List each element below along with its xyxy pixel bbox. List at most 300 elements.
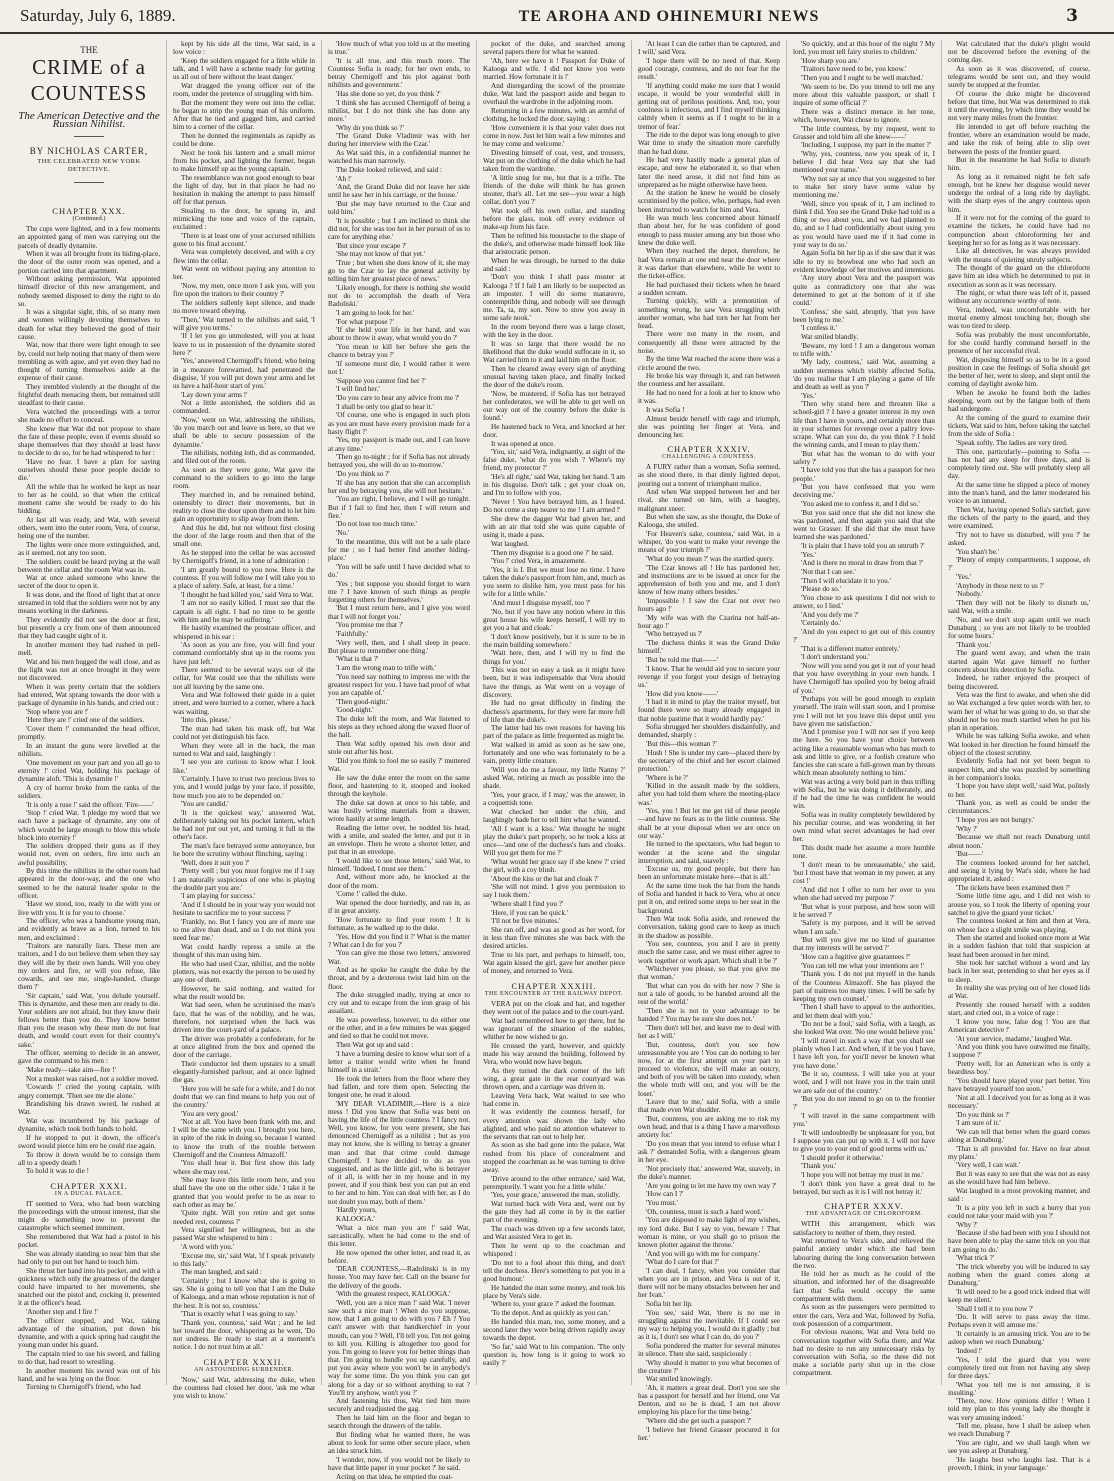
paragraph: Not a musket was raised, not a soldier moved. xyxy=(26,1074,159,1083)
paragraph: Wat, disposing himself so as to be in a good position in case the feelings of Sofia should get the better of her, went to sleep, and slept until the coming of daylight awoke him. xyxy=(948,355,1090,389)
paragraph: 'Here they are !' cried one of the soldiers. xyxy=(26,716,145,725)
paragraph: The night, or what there was left of it, passed without any occurrence worthy of note. xyxy=(948,289,1090,306)
paragraph: Wat was incumbered by his package of dynamite, which took both hands to hold. xyxy=(18,1116,160,1134)
paragraph: Then Wat, having opened Sofia's satchel, gave the tickets of the party to the guard, and they were examined. xyxy=(948,505,1090,531)
paragraph: 'Try not to have us disturbed, will you ?' he asked. xyxy=(948,530,1090,547)
paragraph: 'Now will you send you get it out of your head that you have everything in your own hands. I have Chernigoff has spoiled you by being afraid of you.' xyxy=(793,662,935,695)
paragraph: 'You shall hear it. But first show this lady where she may rest.' xyxy=(173,1159,315,1176)
paragraph: The nihilists, nothing loth, did as commanded, and filed out of the room. xyxy=(173,449,315,466)
paragraph: She took her satchel without a word and lay back in her seat, pretending to shut her eyes as if to sleep. xyxy=(948,959,1090,984)
paragraph: 'But will you give me no kind of guarantee that my interests will be served ?' xyxy=(793,936,935,953)
paragraph: 'I'll not be five minutes.' xyxy=(491,917,561,926)
paragraph: The officer stopped, and Wat, taking advantage of the situation, put down his dynamite, and with a quick spring had caught the young man under his guard. xyxy=(18,1316,160,1350)
paragraph: 'I don't understand you.' xyxy=(801,653,870,662)
paragraph: 'Anybody in these next to us ?' xyxy=(956,581,1045,590)
paragraph: 'Hush ! She is under my care—placed there by the secretary of the chief and her escort claimed protection.' xyxy=(638,748,780,773)
paragraph: 'Very well, I can wait.' xyxy=(956,1161,1021,1170)
paragraph: As he stepped into the cellar he was accosted by Chernigoff's friend, in a tone of admiration : xyxy=(173,549,315,566)
paragraph: Wat returned to Vera's side, and relieved the painful anxiety under which she had been labouring during the long conversation between the two. xyxy=(793,1237,935,1270)
paragraph: 'I will travel in the same compartment with you.' xyxy=(793,1112,935,1129)
paragraph: 'Why, yes, countess, now you speak of it, I believe I did hear Vera say that she had mentioned your name.' xyxy=(793,150,935,175)
paragraph: 'There is at least one of your accursed nihilists gone to his final account.' xyxy=(173,231,315,248)
paragraph: 'Indeed !' xyxy=(956,1346,983,1355)
paragraph: Turning quickly, with a premonition of something wrong, he saw Vera struggling with another woman, who had torn her hat from her head. xyxy=(638,297,780,330)
paragraph: This doubt made her assume a more humble tone. xyxy=(793,844,935,861)
paragraph: Turning to Chernigoff's friend, who had xyxy=(26,1383,141,1392)
paragraph: 'I shall be only too glad to hear it.' xyxy=(336,402,434,411)
paragraph: Then he donned the regimentals as rapidly as could be done. xyxy=(173,131,315,148)
paragraph: 'Hardly yours, xyxy=(336,1206,377,1215)
paragraph: 'Now,' said Wat, addressing the duke, when the countess had closed her door, 'ask me what you wish to know.' xyxy=(173,1375,315,1401)
paragraph: 'I hope you will not betray my trust in me.' xyxy=(801,1171,924,1180)
paragraph: 'Did you think to fool me so easily ?' muttered Wat. xyxy=(328,756,470,773)
paragraph: The lights were once more extinguished, and, as it seemed, not any too soon. xyxy=(18,540,160,557)
paragraph: 'Here, if you can be quick.' xyxy=(491,908,569,917)
paragraph: True to his part, and perhaps to himself, too, Wat again kissed the girl, gave her another piece of money, and returned to Vera. xyxy=(483,951,625,976)
chapter-heading xyxy=(18,1182,160,1198)
paragraph: He hastily examined the prostrate officer, and whispered in his ear : xyxy=(173,624,315,641)
paragraph: Vera, indeed, was uncomfortable with her mortal enemy almost touching her, though she was too tired to sleep. xyxy=(948,306,1090,331)
paragraph: 'The tickets have been examined then ?' xyxy=(956,883,1070,892)
paragraph: 'How sharp you are.' xyxy=(801,56,860,65)
paragraph: At the same time he slipped a piece of money into the man's hand, and the latter moderated his voice to an innuend. xyxy=(948,480,1090,506)
paragraph: 'Pretty well, for an American who is only a beardless boy.' xyxy=(948,1060,1090,1077)
paragraph: 'How can a fugitive give guarantees ?' xyxy=(801,953,911,962)
paragraph: 'Faithfully.' xyxy=(336,629,369,638)
paragraph: 'Be it so, countess. I will take you at your word, and I will not leave you in the train until we are safe out of the country.' xyxy=(793,1070,935,1095)
paragraph: 'One movement on your part and you all go to eternity !' cried Wat, holding his package of dynamite aloft. 'This is dynamite !' xyxy=(18,758,160,784)
paragraph: At the same time took the hat from the hands of Sofia and handed it back to Vera, who at once put it on, and retired some steps to her seat in the background. xyxy=(638,882,780,915)
paragraph: In reality she was prying out of her closed lids at Wat. xyxy=(948,984,1090,1001)
paragraph: 'The little countess, by my request, went to Grasser and told him all she knew——' xyxy=(793,124,935,141)
paragraph: 'But she may have returned to the Czar and told him.' xyxy=(328,199,470,217)
paragraph: But it was easy to see that she was not as easy as she would have had him believe. xyxy=(948,1170,1090,1187)
paragraph: 'I hope there will be no need of that. Keep good courage, countess, and do not fear for the result.' xyxy=(638,56,780,82)
paragraph: 'Then my disguise is a good one ?' he said. xyxy=(491,548,614,557)
paragraph: Wat went on without paying any attention to her. xyxy=(173,265,315,282)
paragraph: 'Drive around to the other entrance,' said Wat, peremptorily. 'I want you for a little while.' xyxy=(483,1174,625,1191)
paragraph: Again Sofia bit her lip as if she saw that it was idle to try to browbeat one who had such an evident knowledge of her motives and intentions. xyxy=(793,249,935,274)
paragraph: 'I will travel in such a way that you shall see plainly when I act. And when, if it be you I have, I have left you, for you'll never be known what you have done.' xyxy=(793,1037,935,1070)
paragraph: 'Why not say at once that you suggested to her to make her story have some value by mentioning me.' xyxy=(793,175,935,200)
paragraph: 'It is possible ; but I am inclined to think she did not, for she was too hot in her pursuit of us to care for anything else.' xyxy=(328,216,470,242)
paragraph: 'So far,' said Wat to his companion. 'The only question is, how long is it going to work so easily ?' xyxy=(483,1342,625,1368)
paragraph: 'You mean to kill her before she gets the chance to betray you ?' xyxy=(328,343,470,360)
paragraph: 'At least I can die rather than be captured, and I will,' said Vera. xyxy=(638,40,780,57)
paragraph: Then she started and looked once more at Wat in a sudden fashion that told that suspicion at least had been aroused in her mind. xyxy=(948,934,1090,959)
paragraph: 'And I promise you I will not see if you keep me here. So you have your choice between acting like a reasonable woman who has much to ask and little to give, or a foolish creature who fancies she can scare a full-grown man by threats which mean absolutely nothing to him.' xyxy=(793,728,935,778)
paragraph: The duke sat down at once to his table, and was busily writing materials from a drawer, wrote hastily at some length. xyxy=(328,798,470,823)
paragraph: The soldiers dropped their guns as if they would not, even on orders, fire into such an awful possibility. xyxy=(18,842,160,867)
paragraph: The man's face betrayed some annoyance, but he bore the scrutiny without flinching, saying : xyxy=(173,842,315,859)
paragraph: Vera signified her willingness, but as she passed Wat she whispered to him : xyxy=(173,1226,315,1243)
paragraph: VERA put on the cloak and hat, and together they went out of the palace and to the court-yard. xyxy=(483,999,625,1016)
paragraph: 'Why should it matter to you what becomes of the creature ?' xyxy=(638,1358,780,1375)
chapter-subtitle: IN A DUCAL PALACE. xyxy=(54,1190,124,1197)
paragraph: By the time Wat reached the scene there was a circle around the two. xyxy=(638,355,780,372)
paragraph: Wat turned back with Vera and, went out by the gate they had all come in by in the earlier part of the evening. xyxy=(483,1200,625,1225)
paragraph: Wat at once asked someone who knew the secret of the door to open it. xyxy=(18,574,160,591)
paragraph: 'Traitors are naturally liars. These men are traitors, and I do not believe them when they say they will die by their own hands. Will you obey my orders and fire, or will you refuse, like cowards, and see me, single-handed, charge them ?' xyxy=(18,942,160,991)
paragraph: 'Certainly. I have to trust two precious lives to you, and I would judge by your face, if possible, how much you are to be depended on.' xyxy=(173,775,315,800)
paragraph: 'Beware, my lord ! I am a dangerous woman to trifle with.' xyxy=(793,341,935,358)
paragraph: 'Yes ; but suppose you should forget to warn me ? I have known of such things as people forgetting others for themselves.' xyxy=(328,579,470,604)
paragraph: 'Of course, one who is engaged in such plots as you are must have every provision made for a hasty flight ?' xyxy=(328,411,470,436)
paragraph: 'We can tell that better when the guard comes along at Dunaburg.' xyxy=(948,1127,1090,1144)
paragraph: If he stopped to put it down, the officer's sword would pierce him ere he could rise again. xyxy=(18,1133,160,1150)
paragraph: 'What trick ?' xyxy=(956,1254,995,1263)
paragraph: Wat walked in amid as soon as he saw one, fortunately and one who was fortunately to be a vain, pretty little creature. xyxy=(483,741,625,766)
paragraph: And, without more ado, he knocked at the door of the room. xyxy=(328,873,470,890)
paragraph: 'Good-night.' xyxy=(336,706,374,715)
paragraph: 'I am sure of it.' xyxy=(956,1119,1001,1128)
paragraph: 'I think she has accused Chernigoff of being a nihilist, but I do not think she has done any more.' xyxy=(328,98,470,123)
paragraph: 'You are candid.' xyxy=(181,800,229,809)
paragraph: He had very hastily made a general plan of escape, and now he elaborated it, so that when later the need arose, it did not find him as unprepared as he might otherwise have been. xyxy=(638,156,780,189)
paragraph: IT seemed to Vera, who had been watching the proceedings with the utmost interest, that she might do something now to prevent the catastrophe which seemed imminent. xyxy=(18,1199,160,1233)
paragraph: 'Yes, your grace,' answered the man, stolidly. xyxy=(491,1191,621,1200)
paragraph: But the moment they were out into the cellar, he began to strip the young man of his uniform. After that he tied and gagged him, and carried him to a corner of the cellar. xyxy=(173,98,315,132)
paragraph: At the station he knew he would be closely scrutinised by the police, who, perhaps, had even been instructed to watch for him and Vera. xyxy=(638,189,780,214)
paragraph: 'Then good-night.' xyxy=(336,697,389,706)
paragraph: 'Shall I tell it to you now ?' xyxy=(956,1304,1034,1313)
chapter-heading xyxy=(18,207,160,223)
paragraph: 'How fortunate to find your room ! It is fortunate, as he walked up to the duke. xyxy=(328,915,470,932)
paragraph: 'But this—this woman ?' xyxy=(646,739,717,748)
paragraph: 'Where did she get such a passport ?' xyxy=(646,1417,752,1426)
paragraph: 'Plenty of empty compartments, I suppose, eh ?' xyxy=(948,556,1090,573)
paragraph: 'As soon as you are free, you will find your command comfortably shut up in the rooms you have just left.' xyxy=(173,641,315,666)
paragraph: 'You !' cried Vera, in amazement. xyxy=(491,557,586,566)
paragraph: 'Make ready—take aim—fire !' xyxy=(26,1066,116,1075)
paragraph: 'Yes, you ! But let me get rid of these people—and have no fears as to the little countess. She shall be at your disposal when we are once on our way.' xyxy=(638,807,780,840)
paragraph: 'That is all provided for. Have no fear about my plans.' xyxy=(948,1144,1090,1161)
paragraph: 'I am greatly bound to you now. Here is the countess. If you will follow me I will take you to a place of safety. Safe, at least, for a time.' xyxy=(173,565,315,591)
chapter-subtitle: CHALLENGING A COUNTESS. xyxy=(662,454,756,461)
chapter-title: CHAPTER XXXIV. xyxy=(667,444,751,454)
paragraph: 'For Heaven's sake, countess,' said Wat, in a whisper, 'do you want to make your revenge the means of your triumph ?' xyxy=(638,530,780,555)
paragraph: Wat calculated that the duke's plight would not be discovered before the evening of the coming day. xyxy=(948,40,1090,65)
paragraph: 'Do not to a fool about this thing, and don't tell the duchess. Here's something to put you in a good humour.' xyxy=(483,1258,625,1283)
paragraph: 'You, sir,' said Vera, indignantly, at sight of the false duke, 'what do you wish ? Where's my friend, my protector ?' xyxy=(483,448,625,473)
paragraph: It was a singular sight, this, of so many men and women willingly devoting themselves to death for what they believed the good of their cause. xyxy=(18,308,160,341)
paragraph: Sofia was in reality completely bewildered by his peculiar course, and was wondering in her own mind what secret advantages he had over her. xyxy=(793,810,935,844)
paragraph: 'Quite right. Will you retire and get some needed rest, countess ?' xyxy=(173,1209,315,1226)
paragraph: 'Impossible ! I saw the Czar not over two hours ago !' xyxy=(638,596,780,613)
paragraph: 'She will not mind. I give you permission to say I took them.' xyxy=(483,883,625,900)
paragraph: Sofia bit her lip. xyxy=(646,1299,693,1308)
paragraph: 'But, countess, you are asking me to risk my own head, and that is a thing I have a marvellous anxiety for.' xyxy=(638,1115,780,1140)
paragraph: 'You see, countess, you and I are in pretty much the same case, and we must either agree to work together or work apart. Which shall it be ?' xyxy=(638,940,780,965)
chapter-title: CHAPTER XXXI. xyxy=(50,1180,128,1191)
paragraph: The cups were lighted, and in a few moments an appointed gang of men was carrying out the parcels of deadly dynamite. xyxy=(18,225,160,250)
paragraph: The Duke looked relieved, and said : xyxy=(336,165,442,174)
paragraph: 'But you do not intend to go on to the frontier ?' xyxy=(793,1095,935,1112)
paragraph: As soon as she had gone into the palace, Wat rushed from his place of concealment and stopped the coachman as he was turning to drive away. xyxy=(483,1141,625,1174)
paragraph: pocket of the duke, and searched among several papers there for what he wanted. xyxy=(483,40,625,57)
paragraph: 'Well, since you speak of it, I am inclined to think I did. You see the Grand Duke had told us a thing or two about you, and we had planned to do, and so I had confidentially about using you as you would have used me if it had come in your way to do so.' xyxy=(793,199,935,249)
paragraph: 'The duchess thinks it was the Grand Duke himself.' xyxy=(638,639,780,656)
paragraph: The countess looked around for her satchel, and seeing it lying by Wat's side, where he had appropriated it, asked : xyxy=(948,858,1090,884)
paragraph: 'Perhaps you will be good enough to explain yourself. The train will start soon, and I promise you I will not let you leave this depot until you have given me satisfaction.' xyxy=(793,695,935,728)
paragraph: 'I don't know positively, but it is sure to be in the main building somewhere.' xyxy=(483,632,625,649)
paragraph: 'Stop !' cried Wat. 'I pledge my word that we each have a package of dynamite, any one of which would be large enough to blow this whole block into eternity !' xyxy=(18,809,160,842)
paragraph: Not a little astonished, the soldiers did as commanded. xyxy=(173,399,315,416)
paragraph: 'Thank you, as well as could be under the circumstances.' xyxy=(948,799,1090,816)
paragraph: 'Why ?' xyxy=(956,824,978,833)
story-the: THE xyxy=(80,45,98,55)
paragraph: Wat laughed in a most provoking manner, and said : xyxy=(948,1186,1090,1204)
paragraph: 'I believe her friend Grasser procured it for her.' xyxy=(638,1425,780,1442)
paragraph: He intended to get off before reaching the frontier, where an examination would be made, and take the risk of being able to slip over between the posts of the frontier guard. xyxy=(948,123,1090,156)
paragraph: 'Lay down your arms !' xyxy=(181,390,248,399)
paragraph: 'Traitors have need to be, you know.' xyxy=(801,65,907,74)
paragraph: 'You see,' said Wat, 'there is no use in struggling against the inevitable. If I could see my way to helping you, I would do it gladly ; but as it is, I don't see what I can do, do you ?' xyxy=(638,1308,780,1342)
paragraph: 'Wait here, then, and I will try to find the things for you.' xyxy=(483,649,625,666)
paragraph: It was done, and the flood of light that at once streamed in told that the soldiers were not by any means working in the darkness. xyxy=(18,591,160,616)
paragraph: 'Into this, please.' xyxy=(181,716,231,725)
paragraph: When it was pretty certain that the soldiers had entered, Wat sprang towards the door with a package of dynamite in his hands, and cried out : xyxy=(18,682,160,708)
paragraph: They trembled violently at the thought of the frightful death menacing them, but remained still steadfast to their cause. xyxy=(18,382,160,408)
paragraph: 'And you think you have outwitted me finally, I suppose ?' xyxy=(948,1043,1090,1060)
paragraph: 'But what has the woman to do with your safety ?' xyxy=(793,449,935,466)
paragraph: Wat was acting a very bold part in thus trifling with Sofia, but he was doing it deliberately, and if he had the time he was confident he would win. xyxy=(793,777,935,811)
paragraph: While he was talking Sofia awoke, and when Wat looked in her direction he found himself the object of the closest scrutiny. xyxy=(948,732,1090,757)
paragraph: When they were all in the hack, the man turned to Wat and said, laughingly : xyxy=(173,741,315,758)
paragraph: 'But you said once that she did not know she was pardoned, and then again you said that she went to Grasser. If she did that she must have learned she was pardoned.' xyxy=(793,508,935,542)
paragraph: Acting on that idea, he emptied the coat- xyxy=(336,1472,453,1481)
chapter-heading xyxy=(173,1358,315,1374)
paragraph: 'I hope you have slept well,' said Wat, politely to her. xyxy=(948,782,1090,799)
paragraph: But when she saw, as she thought, the Duke of Kalooga, she smiled. xyxy=(638,513,780,530)
paragraph: 'That is a different matter entirely.' xyxy=(801,644,900,653)
paragraph: 'Certainly do.' xyxy=(801,619,842,628)
paragraph: Presently she roused herself with a sudden start, and cried out, in a voice of rage : xyxy=(948,1000,1090,1018)
paragraph: 'We seem to be. Do you intend to tell me any more about this valuable passport, or shall I inquire of some official ?' xyxy=(793,82,935,108)
paragraph: If it were not for the coming of the guard to examine the tickets, he could have had no compunction about chloroforming her and keeping her so for as long as it was necessary. xyxy=(948,214,1090,247)
paragraph: And disregarding the scowl of the prostrate duke, Wat laid the passport aside and began to overhaul the wardrobe in the adjoining room. xyxy=(483,81,625,107)
paragraph: 'And must I disguise myself, too ?' xyxy=(491,598,591,607)
paragraph: 'Because we shall not reach Dunaburg until about noon.' xyxy=(948,833,1090,850)
paragraph: 'You can tell me what your intentions are !' xyxy=(801,961,925,970)
paragraph: 'So quickly, and at this hour of the night ? My lord, you must tell fairy stories to children.' xyxy=(793,40,935,57)
paragraph: 'Pretty well ; but you must forgive me if I say I am naturally suspicious of one who is playing the double part you are.' xyxy=(173,867,315,892)
paragraph: Next he took his lantern and a small mirror from his pocket, and lighting the former, began to make himself up as the young captain. xyxy=(173,148,315,173)
paragraph: As they turned the dark corner of the left wing, a great gate in the rear courtyard was thrown open, and a carriage was driven in. xyxy=(483,1066,625,1091)
paragraph: And this he did, but not without first closing the door of the large room and then that of the small one. xyxy=(173,524,315,549)
paragraph: 'It is the quickest way,' answered Wat, deliberately taking out his pocket lantern, which he had not put out yet, and turning it full in the other's face. xyxy=(173,808,315,842)
paragraph: 'You asked me to confess it, and I did so.' xyxy=(801,500,920,509)
paragraph: 'What do you mean ?' was the startled query. xyxy=(646,555,775,564)
paragraph: 'How convenient it is that your valet does not come in now. Just let him wait a few minutes and he may come and welcome.' xyxy=(483,123,625,148)
paragraph: 'True ; but when she does know of it, she may go to the Czar to lay the general activity by telling him her greatest piece of news.' xyxy=(328,259,470,284)
paragraph: Vera was the first to awake, and when she did so Wat exchanged a few quiet words with her, to warn her of what he was going to do, so that she should not be too much startled when he put his plan in operation. xyxy=(948,691,1090,732)
paragraph: 'You are right, and we shall laugh when we see you asleep at Dunaburg.' xyxy=(948,1439,1090,1456)
paragraph: In an instant the guns were levelled at the nihilists. xyxy=(18,741,160,759)
paragraph: 'Cowards !' cried the young captain, with angry contempt. 'Then see me die alone.' xyxy=(18,1083,160,1100)
paragraph: 'In the meantime, this will not be a safe place for me ; so I had better find another hiding-place.' xyxy=(328,537,470,563)
paragraph: 'And did not I offer to turn her over to you when she had served my purpose ?' xyxy=(793,885,935,902)
paragraph: 'Oh, countess, must is such a hard word.' xyxy=(646,1207,763,1216)
paragraph: 'Ah !' xyxy=(336,174,352,183)
paragraph: To hold it was to die ! xyxy=(26,1167,89,1176)
paragraph: 'Frankly, no. But I fancy you are of more use to me alive than dead, and so I do not think you need fear me.' xyxy=(173,917,315,943)
paragraph: Wat smiled blandly. xyxy=(801,332,859,341)
paragraph: 'Including, I suppose, my part in the matter ?' xyxy=(801,141,931,150)
paragraph: He told her as much as he could of the situation, and informed her of the disagreeable fact that Sofia would occupy the same compartment with them. xyxy=(793,1270,935,1303)
paragraph: This was not so easy a task as it might have been, but it was indispensable that Vera should have the things, as Wat went on a voyage of discovery. xyxy=(483,666,625,699)
paragraph: 'The Czar knows all ! He has pardoned her, and instructions are to be issued at once for the apprehension of both you and me, and I don't know of how many others besides.' xyxy=(638,563,780,597)
paragraph: 'Not precisely that,' answered Wat, suavely, in the duke's manner. xyxy=(638,1164,780,1182)
paragraph: 'Very well, then, and I shall sleep in peace. But please to remember one thing.' xyxy=(328,638,470,655)
paragraph: 'Yes,' answered Chernigoff's friend, who being in a measure forewarned, had penetrated the disguise, 'if you will put down your arms and let us have a half-hour start of you.' xyxy=(173,357,315,390)
paragraph: It was opened at once. xyxy=(491,439,556,448)
paragraph: 'It is a pity you left in such a hurry that you could not take your maid with you ?' xyxy=(948,1203,1090,1220)
paragraph: 'Because if she had been with you I should not have been able to play the same trick on you that I am going to do.' xyxy=(948,1229,1090,1254)
divider xyxy=(74,136,104,137)
paragraph: 'How much of what you told us at the meeting is true.' xyxy=(328,40,470,57)
paragraph: Divesting himself of coat, vest, and trousers, Wat put on the clothing of the duke which he had taken from the wardrobe. xyxy=(483,148,625,173)
paragraph: 'I had it in mind to play the traitor myself, but found there were so many already engaged in that noble pastime that it would hardly pay.' xyxy=(638,698,780,723)
paragraph: 'But——' xyxy=(956,850,984,859)
paragraph: She thrust her hand into his pocket, and with a quickness which only the greatness of the danger could have imparted to her movements, she snatched out the pistol and, cocking it, presented it at the officer's head. xyxy=(18,1266,160,1308)
chapter-title: CHAPTER XXX. xyxy=(52,205,126,216)
paragraph: 'Killed in the assault made by the soldiers, after you had told them where the meeting-place was.' xyxy=(638,782,780,807)
column-7 xyxy=(948,40,1096,1473)
paragraph: He now opened the other letter, and read it, as before. xyxy=(328,1248,470,1265)
paragraph: Returning in a few minutes, with an armful of clothing, he locked the door, saying : xyxy=(483,106,625,123)
paragraph: She remembered that Wat had a pistol in his pocket. xyxy=(18,1233,160,1250)
paragraph: 'No.' xyxy=(336,529,350,538)
paragraph: 'How did you know——' xyxy=(646,689,719,698)
paragraph: The coach was driven up a few seconds later, and Wat assisted Vera to get in. xyxy=(483,1225,625,1242)
story-title: CRIME of a COUNTESS xyxy=(30,55,148,106)
paragraph: 'Who betrayed us ?' xyxy=(646,630,703,639)
paragraph: 'Yes.' xyxy=(801,550,816,559)
paragraph: 'She may leave this little room here, and you shall have the one on the other side.' I take it he granted that you would prefer to be as near to each other as may be.' xyxy=(173,1176,315,1209)
chapter-subtitle: THE ENCOUNTER AT THE RAILWAY DEPOT. xyxy=(484,990,624,997)
paragraph: 'There, now. How opinions differ ! When I told my plan to this young lady she thought it was very amusing indeed.' xyxy=(948,1397,1090,1422)
paragraph: He saw the duke enter the room on the same floor, and hastening to it, stooped and looked through the keyhole. xyxy=(328,773,470,798)
paragraph: Wat smiled knowingly. xyxy=(646,1375,713,1384)
paragraph: In another moment his sword was out of his hand, and he was lying on the floor. xyxy=(18,1366,160,1383)
paragraph: He turned to the spectators, who had begun to wonder at the scene and the singular interruption, and said, suavely : xyxy=(638,840,780,865)
paragraph: 'I know. That he would aid you to secure your revenge if you forgot your design of betraying us.' xyxy=(638,664,780,689)
paragraph: 'Now,' went on Wat, addressing the nihilists, 'do you march out and leave us here, so that we shall be able to secure possession of the dynamite.' xyxy=(173,416,315,449)
paragraph: 'Yes, your grace, if I may,' was the answer, in a coquettish tone. xyxy=(483,791,625,808)
paragraph: 'Will you do me a favour, my little Nanny ?' asked Wat, retiring as much as possible into the shade. xyxy=(483,766,625,791)
paragraph: By this time the nihilists in the other room had appeared in the door-way, and the one who seemed to be the natural leader spoke to the officer. xyxy=(18,867,160,900)
divider xyxy=(74,182,104,183)
paragraph: 'Then why stand here and threaten like a school-girl ? I have a greater interest in my own life than I have in yours, and certainly more than in your schemes for revenge over a paltry love-scrape. What can you do, do you think ? I hold the winning cards, and I mean to play them.' xyxy=(793,400,935,449)
paragraph: 'I hope you are not hungry.' xyxy=(956,816,1035,825)
paragraph: 'Excuse us, my good people, but there has been an unfortunate mistake here—that is all.' xyxy=(638,865,780,882)
newspaper-title: TE AROHA AND OHINEMURI NEWS xyxy=(518,8,820,25)
paragraph: 'And you defy me ?' xyxy=(801,610,859,619)
paragraph: In the room beyond there was a large closet, with the key in the door. xyxy=(483,322,625,339)
paragraph: 'Speak softly. The ladies are very tired. xyxy=(956,439,1068,447)
paragraph: 'But you have confessed that you were deceiving me.' xyxy=(793,483,935,500)
paragraph: 'But he told me that——' xyxy=(646,655,719,664)
paragraph: Then Wat got up and said : xyxy=(336,1041,414,1050)
paragraph: When he awoke he found both the ladies sleeping, worn out by the fatigue both of them had undergone. xyxy=(948,389,1090,414)
paragraph: When he was through, he turned to the duke and said : xyxy=(483,256,625,273)
paragraph: 'You must.' xyxy=(646,1199,678,1208)
paragraph: As Wat said this, in a confidential manner he watched his man narrowly. xyxy=(328,149,470,166)
paragraph: 'At your service, madame,' laughed Wat. xyxy=(956,1034,1073,1043)
paragraph: 'Then you and I ought to be well matched.' xyxy=(801,74,924,83)
paragraph: 'Then,' Wat turned to the nihilists and said, 'I will give you terms.' xyxy=(173,315,315,332)
paragraph: 'What you tell me is not amusing, it is insulting.' xyxy=(948,1380,1090,1397)
paragraph: He handed this man, too, some money, and a second later they were being driven rapidly away towards the depot. xyxy=(483,1317,625,1343)
paragraph: 'Some little time ago, and I did not wish to arouse you, so I took the liberty of opening your satchel to give the guard your ticket.' xyxy=(948,892,1090,917)
paragraph: 'And, the Grand Duke did not leave her side until he saw her in his carriage, or the house.' xyxy=(328,183,470,200)
paragraph: Wat had seen, when he scrutinised the man's face, that he was of the nobility, and he was, therefore, not surprised when the hack was driven into the court-yard of a palace. xyxy=(173,1001,315,1034)
paragraph: 'Well, does it suit you ?' xyxy=(181,858,250,867)
paragraph: 'It will undoubtedly be unpleasant for you, but I suppose you can put up with it. I will not have to give you to your end of good terms with us.' xyxy=(793,1128,935,1154)
author-note: THE CELEBRATED NEW YORK DETECTIVE. xyxy=(37,157,141,173)
paragraph: 'And if I should be in your way you would not hesitate to sacrifice me to your success ?' xyxy=(173,901,315,918)
paragraph: Of course the duke might be discovered before that time, but Wat was determined to risk it until the evening, by which time they would be not very many miles from the frontier. xyxy=(948,89,1090,123)
paragraph: Vera and Wat followed their guide in a quiet street, and were hurried to a corner, where a hack was waiting. xyxy=(173,691,315,716)
paragraph: He handed the man some money, and took his place by Vera's side. xyxy=(483,1283,625,1300)
paragraph: 'I see you are curious to know what I look like.' xyxy=(173,758,315,775)
paragraph: 'No, but if you have any notion where in this great house his wife keeps herself, I will try to get you a hat and cloak.' xyxy=(483,607,625,632)
paragraph: As long as it remained night he felt safe enough, but he knew her disguise would never undergo the ordeal of a long ride by daylight, with the sharp eyes of the angry countess upon him. xyxy=(948,173,1090,214)
paragraph: kept by his side all the time, Wat said, in a low voice : xyxy=(173,40,315,57)
paragraph: 'A word with you.' xyxy=(181,1243,234,1251)
paragraph: The soldiers could be heard prying at the wall between the cellar and the room Wat was in. xyxy=(18,557,160,574)
paragraph: Like all detectives, he was always provided with the means of quieting unruly subjects. xyxy=(948,247,1090,264)
paragraph: 'Then they will not be likely to disturb us,' said Wat, with a smile. xyxy=(948,598,1090,616)
paragraph: 'If someone must die, I would rather it were not I.' xyxy=(328,359,470,377)
paragraph: Reading the letter over, he nodded his head, with a smile, and sealed the letter, and put it in an envelope. Then he wrote a shorter letter, and put that in an envelope. xyxy=(328,823,470,856)
paragraph: 'Yes, my passport is made out, and I can leave at any time.' xyxy=(328,436,470,453)
paragraph: 'Any story about Vera and the passport was quite as contradictory one that she was determined to get at the bottom of it if she could.' xyxy=(793,274,935,307)
paragraph: He crossed the yard, however, and quickly made his way around the building, followed by Vera, who would now have begun. xyxy=(483,1041,625,1066)
paragraph: 'He laughs best who laughs last. That is a proverb, I think, in your language.' xyxy=(948,1455,1090,1473)
paragraph: 'No, and we don't stop again until we reach Dunaburg ; so you are not likely to be troubled for some hours.' xyxy=(948,615,1090,641)
paragraph: The duke left the room, and Wat listened to his steps as they echoed along the waxed floor of the hall. xyxy=(328,715,470,740)
paragraph: She drew the dagger Wat had given her, and with an air that told she was quite capable of using it, made a pass. xyxy=(483,514,625,540)
paragraph: When it was all brought from its hiding-place, the door of the outer room was opened, and a portion carried into that apartment. xyxy=(18,250,160,275)
paragraph: He who had used Czar, nihilist, and the noble plotters, was not exactly the person to be used by any one of them. xyxy=(173,959,315,984)
paragraph: 'Do you care to hear any advice from me ?' xyxy=(336,394,460,403)
paragraph: 'Ah, it matters a great deal. Don't you see she has a passport for herself and her friend, one Vat Denton, and so he is dead, I am not above employing his place for the time being.' xyxy=(638,1384,780,1417)
paragraph: Their conductor led them upstairs to a small elegantly-furnished parlour, and at once lighted the gas. xyxy=(173,1059,315,1084)
paragraph: 'I am going to look for her.' xyxy=(336,309,415,317)
paragraph: 'Not at all. You have been frank with me, and I will be the same with you. I brought you here, in spite of the risk in doing so, because I wanted to know the truth of the trouble between Chernigoff and the Countess Almazoff.' xyxy=(173,1118,315,1159)
paragraph: The officer, seeming to decide in an answer, gave the command to his men : xyxy=(18,1049,160,1066)
paragraph: 'If anything could make me sure that I would escape, it would be your wonderful skill in getting out of perilous positions. And, too, your coolness is infectious, and I find myself thinking calmly when it seems as if I ought to be in a tremor of fear.' xyxy=(638,81,780,131)
paragraph: 'Please do so.' xyxy=(801,585,841,594)
paragraph: 'I wonder, now, if you would not be likely to have that little paper in your pocket ?' he said. xyxy=(328,1455,470,1473)
paragraph: There was a distinct menace in her tone, which, however, Wat chose to ignore. xyxy=(793,107,935,124)
paragraph: 'You can give me those two letters,' answered Wat. xyxy=(328,949,470,966)
paragraph: 'And you will go with me for company.' xyxy=(646,1249,761,1258)
paragraph: 'He's all right,' said Wat, taking her hand. 'I am in his disguise. Don't talk ; get your cloak on, and I'm to follow with you. xyxy=(483,473,625,498)
paragraph: It was Sofia ! xyxy=(646,405,685,414)
paragraph: 'Yes.' xyxy=(801,391,816,400)
paragraph: The captain tried to use his sword, and failing to do that, had resort to wrestling. xyxy=(18,1349,160,1366)
paragraph: He was powerless, however, to do either one or the other, and in a few minutes he was gagged and tied so that he could not move. xyxy=(328,1016,470,1041)
paragraph: 'Not that I can see.' xyxy=(801,567,856,576)
column-6 xyxy=(793,40,942,1385)
paragraph: There were not many in the room, and consequently all these were attracted by the noise. xyxy=(638,330,780,355)
paragraph: 'Confess,' she said, abruptly, 'that you have been lying to me.' xyxy=(793,307,935,324)
paragraph: Wat took off his own collar, and standing before the glass, took off every evidence of make-up from his face. xyxy=(483,206,625,231)
column-1 xyxy=(18,40,167,1392)
